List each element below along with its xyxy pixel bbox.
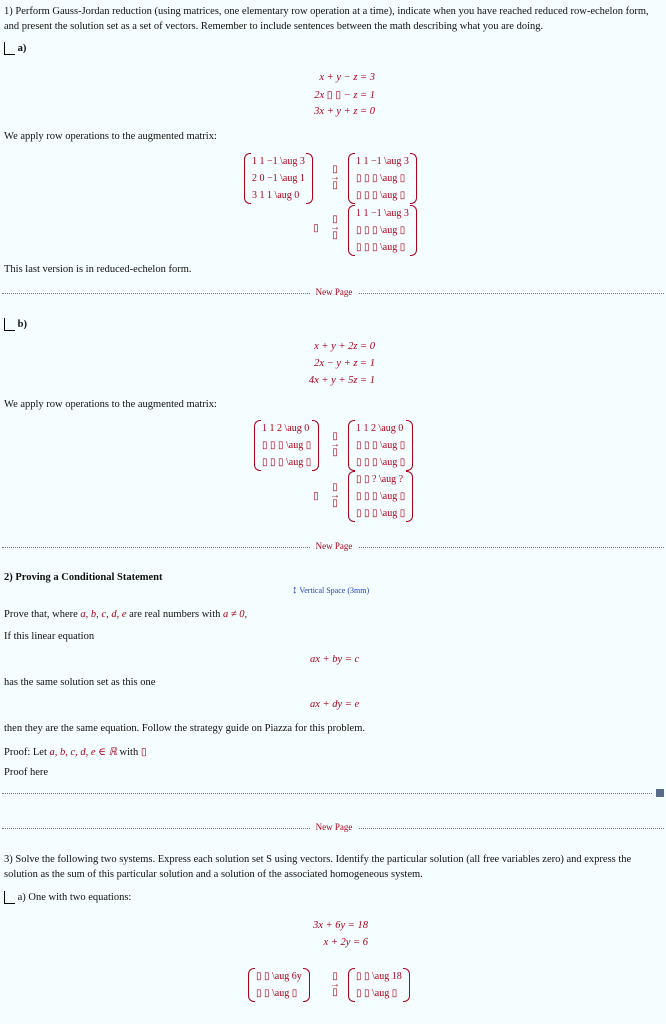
- matrix-row: ▯ ▯ ▯ \aug ▯: [262, 440, 312, 451]
- system-a: [290, 69, 375, 120]
- answer-box-icon: [4, 318, 15, 331]
- prove-text: Prove that, where: [4, 609, 78, 620]
- matrix-row: 1 1 2 \aug 0: [262, 423, 310, 434]
- system-b: [280, 338, 375, 389]
- matrix-row: ▯ ▯ \aug ▯: [256, 988, 298, 999]
- system-b-eq3: 4x + y + 5z = 1: [308, 375, 375, 386]
- placeholder-symbol: ▯: [313, 223, 319, 234]
- proof-end-line: [2, 793, 652, 794]
- problem-3-instructions: 3) Solve the following two systems. Express each solution set S using vectors. Identify the particular solution (all free variables zero) and express the solution as the sum of this particular solution and a solution of the associated homogeneous system.: [4, 854, 632, 880]
- proof-with: with: [119, 747, 139, 758]
- matrix-row: ▯ ▯ \aug 18: [356, 971, 402, 982]
- system-a-eq2: 2x ▯ ▯ − z = 1: [314, 89, 375, 101]
- new-page-label: New Page: [310, 287, 358, 297]
- matrix-a3: [348, 205, 417, 256]
- matrix-row: ▯ ▯ ▯ \aug ▯: [356, 508, 406, 519]
- matrix-row: ▯ ▯ ▯ \aug ▯: [356, 457, 406, 468]
- vertical-space-marker[interactable]: [292, 584, 369, 596]
- matrix-row: 2 0 −1 \aug 1: [252, 173, 305, 184]
- matrix-row: ▯ ▯ ▯ \aug ▯: [356, 190, 406, 201]
- answer-box-b[interactable]: [4, 318, 27, 331]
- matrix-b1: [254, 420, 319, 471]
- matrix-b3: [348, 471, 413, 522]
- part-b-label: b): [17, 318, 27, 330]
- row-op-arrow: ▯ → ▯: [330, 431, 340, 458]
- apply-row-ops-b: We apply row operations to the augmented matrix:: [4, 399, 217, 410]
- new-page-label: New Page: [310, 822, 358, 832]
- matrix-row: ▯ ▯ ▯ \aug ▯: [356, 242, 406, 253]
- answer-box-icon: [4, 891, 15, 904]
- matrix-a2: [348, 153, 417, 204]
- placeholder-symbol: ▯: [140, 747, 147, 758]
- proof-line: [4, 746, 147, 758]
- matrix-c2: [348, 968, 410, 1002]
- matrix-row: 1 1 −1 \aug 3: [356, 156, 409, 167]
- prove-vars: a, b, c, d, e: [80, 609, 127, 620]
- system-3a-eq1: 3x + 6y = 18: [313, 920, 368, 931]
- system-a-eq1: x + y − z = 3: [319, 72, 375, 83]
- equation-2: ax + dy = e: [310, 699, 360, 710]
- row-op-arrow: ▯ → ▯: [330, 164, 340, 191]
- matrix-b2: [348, 420, 413, 471]
- proof-label: Proof:: [4, 747, 31, 758]
- part-a-label: a): [17, 42, 27, 54]
- row-op-arrow: ▯ → ▯: [330, 971, 340, 998]
- prove-text-2: are real numbers with: [129, 609, 221, 620]
- problem-1-instructions: 1) Perform Gauss-Jordan reduction (using matrices, one elementary row operation at a time), indicate when you have reached reduced row-echelon form, and present the solution set as a set of vectors. Remember to include sentences between the math describing what you are doing.: [4, 6, 649, 32]
- matrix-c1: [248, 968, 310, 1002]
- matrix-row: ▯ ▯ \aug 6y: [256, 971, 302, 982]
- equation-1: ax + by = c: [310, 654, 360, 665]
- then-statement: then they are the same equation. Follow the strategy guide on Piazza for this problem.: [4, 723, 365, 734]
- row-op-arrow: ▯ → ▯: [330, 482, 340, 509]
- proof-vars-real: a, b, c, d, e ∈ ℝ: [49, 747, 117, 758]
- matrix-row: ▯ ▯ ▯ \aug ▯: [356, 491, 406, 502]
- same-solution-text: has the same solution set as this one: [4, 677, 156, 688]
- answer-box-3a[interactable]: [4, 891, 131, 904]
- if-linear-equation: If this linear equation: [4, 631, 95, 642]
- system-b-eq1: x + y + 2z = 0: [314, 341, 375, 352]
- apply-row-ops-a: We apply row operations to the augmented matrix:: [4, 131, 217, 142]
- matrix-row: ▯ ▯ \aug ▯: [356, 988, 398, 999]
- new-page-label: New Page: [310, 541, 358, 551]
- vertical-space-label: Vertical Space (3mm): [299, 586, 370, 595]
- system-b-eq2: 2x − y + z = 1: [314, 358, 375, 369]
- answer-box-icon: [4, 42, 15, 55]
- system-3a: [296, 917, 368, 951]
- matrix-a1: [244, 153, 313, 204]
- matrix-row: 1 1 2 \aug 0: [356, 423, 404, 434]
- rref-statement: This last version is in reduced-echelon form.: [4, 264, 192, 275]
- matrix-row: ▯ ▯ ▯ \aug ▯: [356, 440, 406, 451]
- vertical-arrows-icon: ↕: [292, 584, 298, 596]
- matrix-row: 1 1 −1 \aug 3: [252, 156, 305, 167]
- prove-statement: [4, 609, 247, 620]
- row-op-arrow: ▯ → ▯: [330, 214, 340, 241]
- matrix-row: ▯ ▯ ▯ \aug ▯: [356, 225, 406, 236]
- matrix-row: 3 1 1 \aug 0: [252, 190, 300, 201]
- matrix-row: ▯ ▯ ▯ \aug ▯: [262, 457, 312, 468]
- problem-2-title: 2) Proving a Conditional Statement: [4, 572, 163, 583]
- answer-box-a[interactable]: [4, 42, 26, 55]
- system-a-eq3: 3x + y + z = 0: [314, 106, 375, 117]
- system-3a-eq2: x + 2y = 6: [323, 937, 368, 948]
- matrix-row: ▯ ▯ ▯ \aug ▯: [356, 173, 406, 184]
- matrix-row: ▯ ▯ ? \aug ?: [356, 474, 404, 485]
- proof-let: Let: [32, 747, 47, 758]
- part-3a-label: a) One with two equations:: [17, 891, 132, 903]
- matrix-row: 1 1 −1 \aug 3: [356, 208, 409, 219]
- placeholder-symbol: ▯: [313, 491, 319, 502]
- prove-condition: a ≠ 0,: [223, 609, 248, 620]
- end-proof-square-icon: [656, 789, 664, 797]
- proof-here-placeholder[interactable]: Proof here: [4, 767, 49, 778]
